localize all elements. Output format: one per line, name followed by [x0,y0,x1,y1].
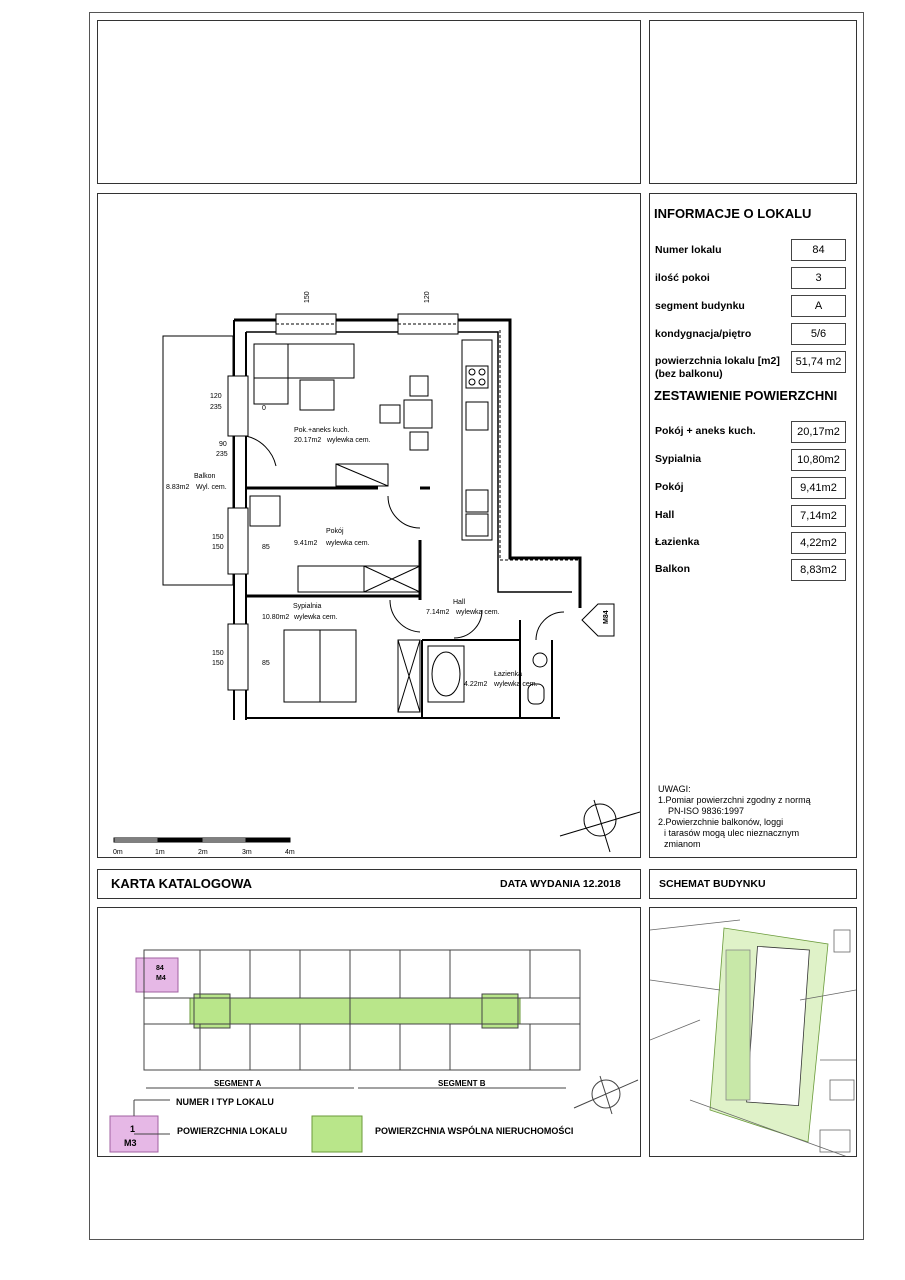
room-name: Pokój [326,528,344,535]
dim-150-b: 150 [212,544,224,551]
dim-85-b: 85 [262,660,270,667]
summary-label-hall: Hall [655,509,675,521]
notes-line3: 2.Powierzchnie balkonów, loggi [658,817,784,827]
summary-value-bedroom: 10,80m2 [791,449,846,471]
dim-90: 90 [219,441,227,448]
summary-value-kitchen: 20,17m2 [791,421,846,443]
dim-235-left: 235 [210,404,222,411]
dim-0: 0 [262,405,266,412]
legend-tag-number: 1 [130,1124,136,1134]
legend-tag-type: M3 [124,1138,137,1148]
bath-area: 4.22m2 [464,681,488,688]
summary-value-balcony: 8,83m2 [791,559,846,581]
summary-label-bath: Łazienka [655,536,700,548]
label-area-note: (bez balkonu) [655,368,723,380]
dim-85-a: 85 [262,544,270,551]
bedroom-area: 10.80m2 [262,614,290,621]
scale-4: 4m [285,849,295,856]
dim-top-120a: 150 [304,291,311,303]
header-right-box [649,20,857,184]
value-unit-number: 84 [791,239,846,261]
value-floor: 5/6 [791,323,846,345]
scale-1: 1m [155,849,165,856]
summary-label-room: Pokój [655,481,684,493]
balcony-area: 8.83m2 [166,484,190,491]
bath-name: Łazienka [494,671,523,678]
summary-value-hall: 7,14m2 [791,505,846,527]
label-rooms: ilość pokoi [655,272,710,284]
dim-150-a: 150 [212,534,224,541]
bedroom-name: Sypialnia [293,603,322,610]
summary-label-bedroom: Sypialnia [655,453,702,465]
value-rooms: 3 [791,267,846,289]
issue-date: DATA WYDANIA 12.2018 [500,878,621,890]
scale-3: 3m [242,849,252,856]
hall-floor: wylewka cem. [456,609,500,616]
value-area: 51,74 m2 [791,351,846,373]
segment-a-label: SEGMENT A [214,1079,262,1088]
summary-title: ZESTAWIENIE POWIERZCHNI [654,388,838,403]
summary-value-room: 9,41m2 [791,477,846,499]
label-floor: kondygnacja/piętro [655,328,752,340]
legend-number-type: NUMER I TYP LOKALU [176,1097,274,1107]
floor-plan-drawing [98,194,640,857]
legend-unit-area: POWIERZCHNIA LOKALU [177,1126,288,1136]
hall-name: Hall [453,599,466,606]
info-title: INFORMACJE O LOKALU [654,206,812,221]
dim-top-120b: 120 [424,291,431,303]
bedroom-floor: wylewka cem. [294,614,338,621]
notes-title: UWAGI: [658,784,691,794]
unit-tag-small: 84 [156,965,164,972]
unit-tag: M84 [603,610,610,624]
notes-line5: zmianom [664,839,701,849]
dim-120-left: 120 [210,393,222,400]
summary-label-balcony: Balkon [655,563,691,575]
label-unit-number: Numer lokalu [655,244,722,256]
hall-area: 7.14m2 [426,609,450,616]
dim-235-door: 235 [216,451,228,458]
room-floor: wylewka cem. [326,540,370,547]
label-segment: segment budynku [655,300,745,312]
scale-2: 2m [198,849,208,856]
scale-0: 0m [113,849,123,856]
label-area: powierzchnia lokalu [m2] [655,355,780,367]
notes [658,784,811,850]
summary-label-kitchen: Pokój + aneks kuch. [655,425,756,437]
room-area: 9.41m2 [294,540,318,547]
dim-150-d: 150 [212,660,224,667]
scheme-title: SCHEMAT BUDYNKU [659,878,766,890]
kitchen-name: Pok.+aneks kuch. [294,427,350,434]
header-left-box [97,20,641,184]
legend-common-area: POWIERZCHNIA WSPÓLNA NIERUCHOMOŚCI [375,1126,574,1136]
balcony-name: Balkon [194,473,216,480]
kitchen-floor: wylewka cem. [327,437,371,444]
segment-b-label: SEGMENT B [438,1079,486,1088]
notes-line1: 1.Pomiar powierzchni zgodny z normą [658,795,811,805]
building-plan-drawing [98,908,640,1156]
card-title: KARTA KATALOGOWA [111,876,253,891]
bath-floor: wylewka cem. [494,681,538,688]
summary-value-bath: 4,22m2 [791,532,846,554]
balcony-floor: Wyl. cem. [196,484,227,491]
site-scheme-drawing [650,908,856,1156]
notes-line2: PN-ISO 9836:1997 [668,806,745,816]
value-segment: A [791,295,846,317]
kitchen-area: 20.17m2 [294,437,322,444]
dim-150-c: 150 [212,650,224,657]
unit-tag-small-type: M4 [156,975,166,982]
notes-line4: i tarasów mogą ulec nieznacznym [664,828,800,838]
